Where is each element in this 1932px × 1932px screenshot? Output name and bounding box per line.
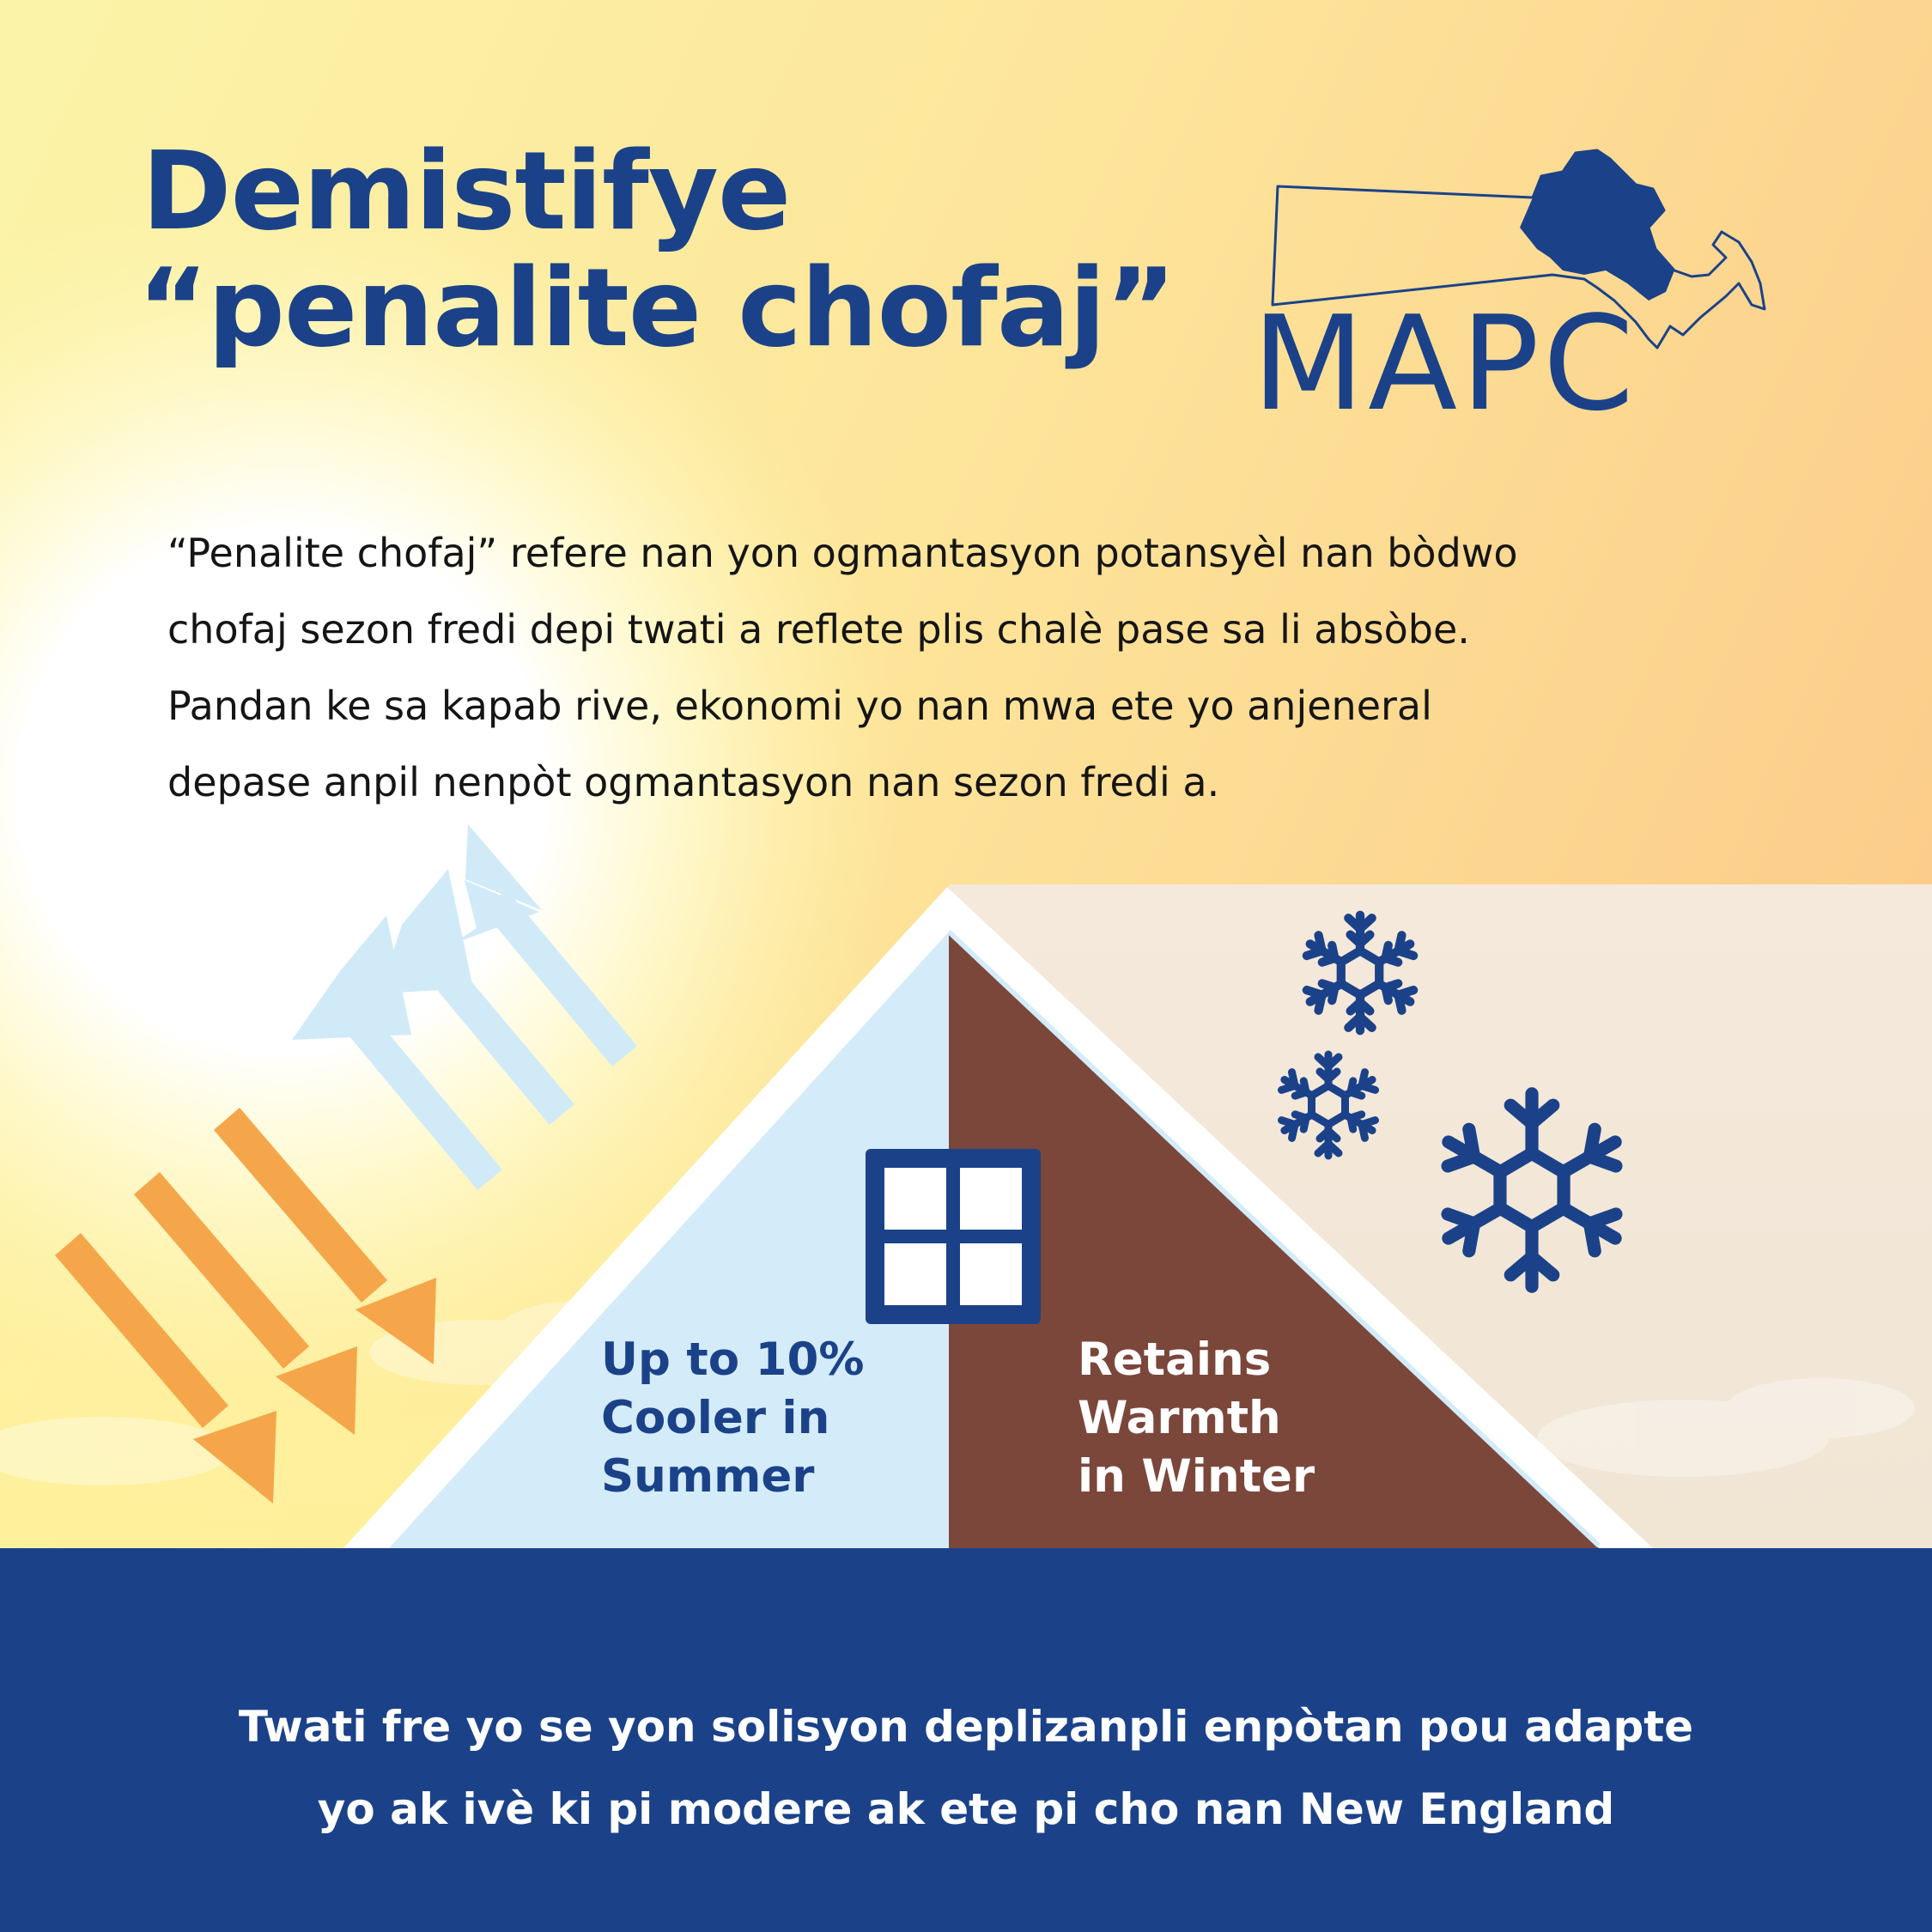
summer-benefit-label bbox=[601, 1331, 864, 1506]
winter-label-line: Warmth bbox=[1078, 1392, 1281, 1444]
summer-label-line: Cooler in bbox=[601, 1392, 830, 1444]
window-icon bbox=[866, 1149, 1041, 1324]
summer-label-line: Summer bbox=[601, 1450, 815, 1503]
title-line: Demistifye bbox=[142, 128, 791, 254]
title-line: “penalite chofaj” bbox=[137, 245, 1176, 371]
footer-line: yo ak ivè ki pi modere ak ete pi cho nan New England bbox=[317, 1784, 1615, 1834]
intro-line: chofaj sezon fredi depi twati a reflete plis chalè pase sa li absòbe. bbox=[167, 606, 1470, 653]
logo-text: MAPC bbox=[1252, 288, 1637, 440]
intro-line: Pandan ke sa kapab rive, ekonomi yo nan mwa ete yo anjeneral bbox=[167, 683, 1432, 729]
footer-text bbox=[0, 1686, 1932, 1850]
intro-line: “Penalite chofaj” refere nan yon ogmantasyon potansyèl nan bòdwo bbox=[167, 530, 1518, 576]
winter-label-line: in Winter bbox=[1078, 1450, 1315, 1503]
summer-label-line: Up to 10% bbox=[601, 1334, 865, 1386]
winter-label-line: Retains bbox=[1078, 1334, 1272, 1386]
intro-paragraph bbox=[167, 515, 1679, 821]
mapc-logo bbox=[1245, 146, 1777, 440]
footer-banner bbox=[0, 1548, 1932, 1932]
winter-benefit-label bbox=[1078, 1331, 1315, 1506]
footer-line: Twati fre yo se yon solisyon deplizanpli enpòtan pou adapte bbox=[238, 1702, 1694, 1752]
page-title bbox=[137, 128, 1176, 371]
intro-line: depase anpil nenpòt ogmantasyon nan sezon fredi a. bbox=[167, 759, 1220, 805]
